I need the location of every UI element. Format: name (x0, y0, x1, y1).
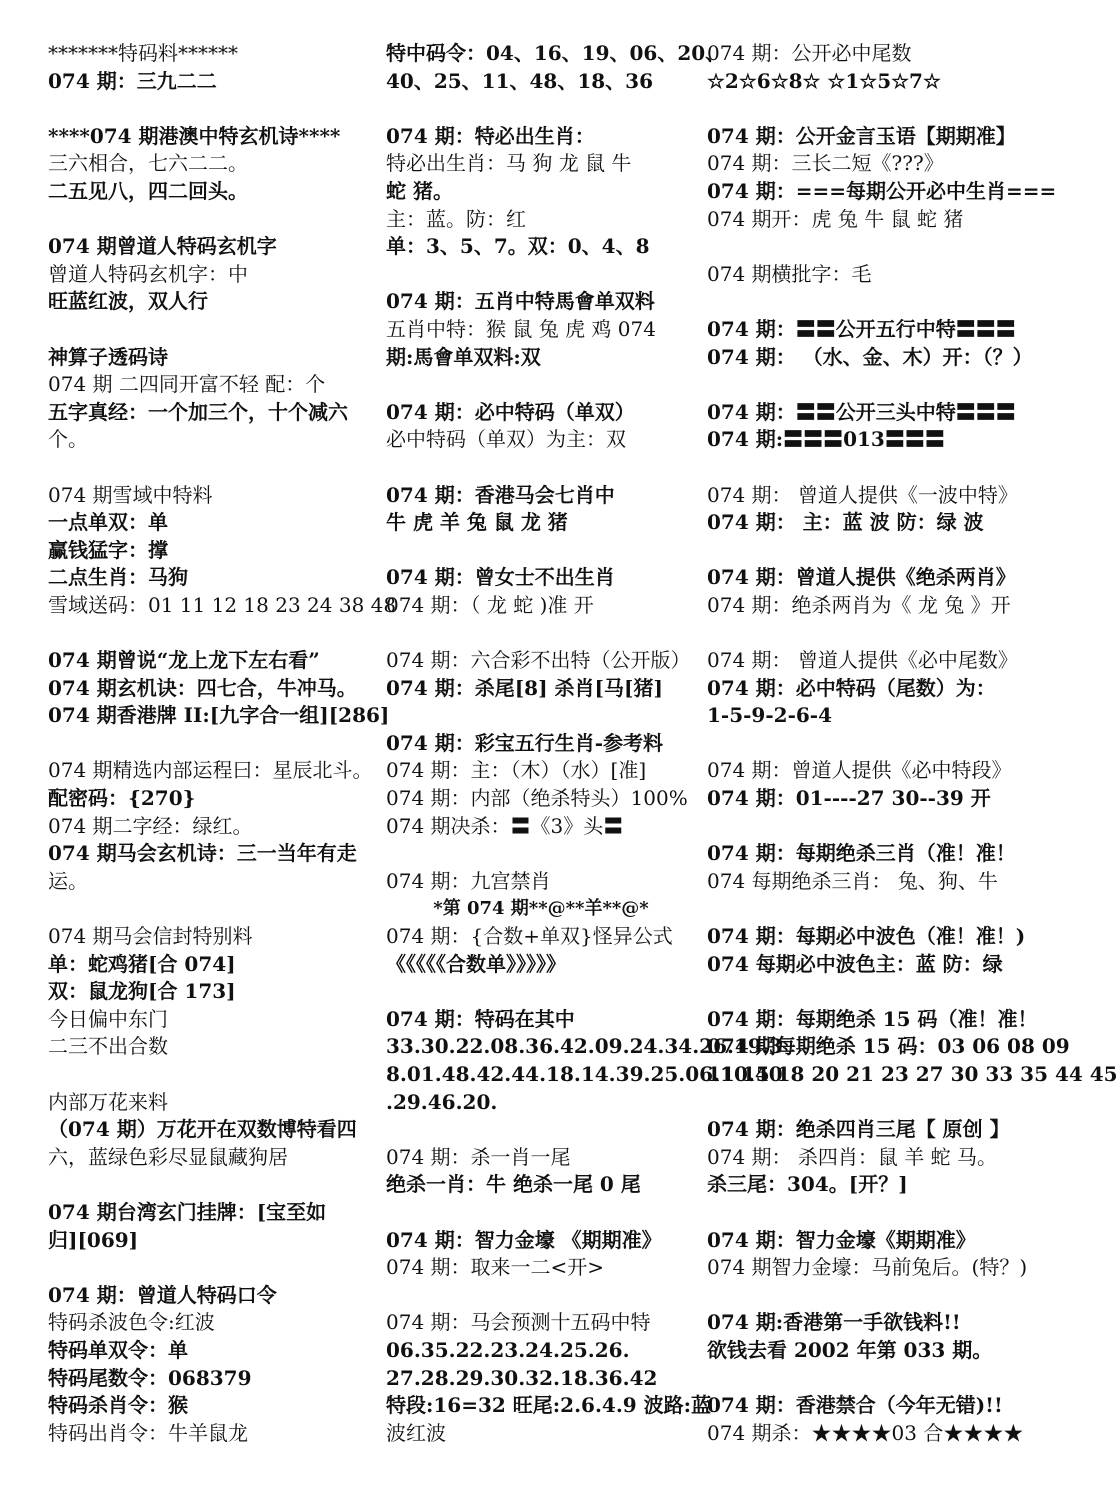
text-line: 074 期：公开金言玉语【期期准】 (707, 123, 1016, 148)
spacer (386, 840, 696, 868)
spacer (707, 1282, 1039, 1310)
text-line: 五字真经：一个加三个，十个减六 (48, 399, 348, 424)
text-line: 神算子透码诗 (48, 344, 168, 369)
text-line: 二五见八，四二回头。 (48, 178, 248, 203)
text-line: 074 期：三九二二 (48, 68, 217, 93)
text-line: .29.46.20. (386, 1089, 498, 1114)
text-line: 雪域送码：01 11 12 18 23 24 38 48 (48, 592, 397, 617)
text-line: 074 期：〓〓公开三头中特〓〓〓 (707, 399, 1016, 424)
column-left (48, 40, 397, 1447)
text-line: 074 期精选内部运程曰：星辰北斗。 (48, 758, 373, 783)
text-line: 074 期：01----27 30--39 开 (707, 786, 991, 811)
text-line: 二点生肖：马狗 (48, 565, 188, 590)
text-line: 074 期：曾道人提供《绝杀两肖》 (707, 565, 1016, 590)
text-line: 074 期:〓〓〓013〓〓〓 (707, 427, 945, 452)
spacer (707, 1365, 1039, 1393)
text-line: 特段:16=32 旺尾:2.6.4.9 波路:蓝 (386, 1393, 712, 1418)
text-line: 074 期：五肖中特馬會单双料 (386, 289, 655, 314)
text-line: 074 期香港牌 II:[九字合一组][286] (48, 703, 390, 728)
text-line: 074 期：主：（木）（水）[准] (386, 758, 647, 783)
text-line: 特码杀波色令:红波 (48, 1310, 215, 1335)
text-line: 个。 (48, 427, 88, 452)
text-line: 074 期二字经：绿红。 (48, 813, 253, 838)
spacer (386, 978, 696, 1006)
text-line: 06.35.22.23.24.25.26. (386, 1337, 630, 1362)
text-line: 074 期：彩宝五行生肖-参考料 (386, 730, 664, 755)
text-line: 特必出生肖：马 狗 龙 鼠 牛 (386, 151, 632, 176)
text-line: 蛇 猪。 (386, 178, 453, 203)
text-line: 旺蓝红波，双人行 (48, 289, 208, 314)
text-line: 期:馬會单双料:双 (386, 344, 541, 369)
spacer (48, 95, 378, 123)
spacer (48, 206, 378, 234)
spacer (707, 537, 1039, 565)
text-line: 074 每期绝杀三肖： 兔、狗、牛 (707, 868, 998, 893)
text-line: 074 期智力金壕：马前兔后。(特？) (707, 1255, 1028, 1280)
text-line: 六，蓝绿色彩尽显鼠藏狗居 (48, 1144, 288, 1169)
text-line: 《《《《《合数单》》》》》 (386, 951, 566, 976)
text-line: 074 期：杀一肖一尾 (386, 1144, 571, 1169)
text-line: 三六相合，七六二二。 (48, 151, 248, 176)
text-line: 074 期：绝杀四肖三尾【 原创 】 (707, 1117, 1010, 1142)
text-line: 074 期：每期绝杀三肖（准！准！ (707, 841, 1016, 866)
text-line: 欲钱去看 2002 年第 033 期。 (707, 1337, 993, 1362)
spacer (707, 619, 1039, 647)
text-line: 074 期：公开必中尾数 (707, 41, 912, 65)
text-line: 074 期曾说“龙上龙下左右看” (48, 648, 320, 673)
text-line: 074 期：内部（绝杀特头）100% (386, 786, 688, 811)
spacer (386, 619, 696, 647)
spacer (707, 813, 1039, 841)
text-line: 双：鼠龙狗[合 173] (48, 979, 236, 1004)
spacer (707, 288, 1039, 316)
spacer (48, 1061, 378, 1089)
text-line: 40、25、11、48、18、36 (386, 68, 653, 93)
text-line: 074 期 二四同开富不轻 配：个 (48, 372, 326, 397)
text-line: 绝杀一肖：牛 绝杀一尾 0 尾 (386, 1172, 641, 1197)
text-line: 特中码令：04、16、19、06、20、 (386, 41, 726, 65)
text-line: 074 期：每期绝杀 15 码（准！准！ (707, 1006, 1038, 1031)
text-line: 特码杀肖令：猴 (48, 1393, 188, 1418)
text-line: 074 期马会玄机诗：三一当年有走 (48, 841, 357, 866)
text-line: 配密码：{270} (48, 786, 196, 811)
text-line: 杀三尾：304。[开？] (707, 1172, 908, 1197)
text-line: 074 期曾道人特码玄机字 (48, 234, 277, 259)
text-line: 074 期：香港禁合（今年无错)!! (707, 1393, 1003, 1418)
spacer (707, 454, 1039, 482)
text-line: 必中特码（单双）为主：双 (386, 427, 626, 452)
spacer (48, 619, 378, 647)
spacer (386, 371, 696, 399)
text-line: 单：3、5、7。双：0、4、8 (386, 234, 650, 259)
spacer (386, 454, 696, 482)
spacer (707, 371, 1039, 399)
text-line: 074 期：六合彩不出特（公开版） (386, 648, 691, 673)
text-line: 074 期：曾道人特码口令 (48, 1282, 277, 1307)
spacer (707, 95, 1039, 123)
spacer (48, 730, 378, 758)
text-line: 074 期： （水、金、木）开：（？） (707, 344, 1033, 369)
text-line: 一点单双：单 (48, 510, 168, 535)
text-line: 牛 虎 羊 兔 鼠 龙 猪 (386, 510, 568, 535)
text-line: 074 期决杀：〓《3》头〓 (386, 813, 624, 838)
text-line: 074 期：（ 龙 蛇 )准 开 (386, 592, 594, 617)
text-line: 074 期： 杀四肖：鼠 羊 蛇 马。 (707, 1144, 997, 1169)
text-line: 曾道人特码玄机字：中 (48, 261, 248, 286)
column-right (707, 40, 1118, 1447)
text-line: 074 期：曾道人提供《必中特段》 (707, 758, 1012, 783)
text-line: 内部万花来料 (48, 1089, 168, 1114)
text-line: 074 期：特必出生肖： (386, 123, 595, 148)
text-line: 特码尾数令：068379 (48, 1365, 252, 1390)
text-line: 特码单双令：单 (48, 1337, 188, 1362)
text-line: 074 期：===每期公开必中生肖=== (707, 178, 1057, 203)
text-line: 今日偏中东门 (48, 1006, 168, 1031)
spacer (386, 1116, 696, 1144)
text-line: 074 期：取来一二<开> (386, 1255, 605, 1280)
text-line: （074 期）万花开在双数博特看四 (48, 1117, 357, 1142)
text-line: 074 期： 曾道人提供《必中尾数》 (707, 648, 1018, 673)
text-line: *******特码料****** (48, 41, 238, 65)
spacer (48, 1171, 378, 1199)
text-line: 074 期：马会预测十五码中特 (386, 1310, 651, 1335)
text-line: 归][069] (48, 1227, 139, 1252)
text-line: 074 期：智力金壕《期期准》 (707, 1227, 976, 1252)
text-line: 074 期开：虎 兔 牛 鼠 蛇 猪 (707, 206, 964, 231)
spacer (386, 261, 696, 289)
text-line: 074 期： 曾道人提供《一波中特》 (707, 482, 1018, 507)
spacer (707, 1089, 1039, 1117)
text-line: 074 期每期绝杀 15 码：03 06 08 09 (707, 1034, 1070, 1059)
text-line: 074 期马会信封特别料 (48, 924, 253, 948)
spacer (386, 702, 696, 730)
text-line: 074 期：{合数+单双}怪异公式 (386, 924, 673, 948)
text-line: 33.30.22.08.36.42.09.24.34.26.19.3 (386, 1034, 783, 1059)
spacer (48, 454, 378, 482)
text-line: 074 期:香港第一手欲钱料!! (707, 1310, 961, 1335)
text-line: 074 期杀：★★★★03 合★★★★ (707, 1420, 1024, 1445)
text-line: 074 期：特码在其中 (386, 1006, 575, 1031)
text-line: 主：蓝。防：红 (386, 206, 526, 231)
text-line: 1-5-9-2-6-4 (707, 703, 832, 728)
text-line: 074 期： 主：蓝 波 防：绿 波 (707, 510, 984, 535)
text-line: 074 期：香港马会七肖中 (386, 482, 615, 507)
text-line: 074 期：三长二短《???》 (707, 151, 944, 176)
text-line: 运。 (48, 868, 88, 893)
text-line: 074 期：必中特码（尾数）为： (707, 675, 996, 700)
text-line: 074 期：每期必中波色（准！准！) (707, 924, 1026, 948)
spacer (707, 895, 1039, 923)
text-line: 波红波 (386, 1420, 446, 1445)
spacer (386, 1282, 696, 1310)
text-line: 二三不出合数 (48, 1034, 168, 1059)
text-line: 五肖中特：猴 鼠 兔 虎 鸡 074 (386, 316, 656, 341)
text-line: 8.01.48.42.44.18.14.39.25.06.10.40 (386, 1061, 783, 1086)
text-line: 074 期：绝杀两肖为《 龙 兔 》开 (707, 592, 1011, 617)
spacer (386, 95, 696, 123)
text-line: 074 期：九宫禁肖 (386, 868, 551, 893)
text-line: 074 期：智力金壕 《期期准》 (386, 1227, 662, 1252)
text-line: *第 074 期**@**羊**@* (433, 898, 649, 920)
text-line: 特码出肖令：牛羊鼠龙 (48, 1420, 248, 1445)
text-line: 单：蛇鸡猪[合 074] (48, 951, 236, 976)
text-line: ****074 期港澳中特玄机诗**** (48, 123, 341, 148)
text-line: 074 期台湾玄门挂牌：[宝至如 (48, 1199, 327, 1224)
spacer (707, 978, 1039, 1006)
text-line: 27.28.29.30.32.18.36.42 (386, 1365, 658, 1390)
text-line: 074 期雪域中特料 (48, 482, 213, 507)
text-line: 074 期玄机诀：四七合，牛冲马。 (48, 675, 357, 700)
text-line: 赢钱猛字：撑 (48, 537, 168, 562)
spacer (386, 537, 696, 565)
text-line: 11 15 18 20 21 23 27 30 33 35 44 45 (707, 1061, 1118, 1086)
text-line: 074 每期必中波色主：蓝 防：绿 (707, 951, 1003, 976)
text-line: 074 期横批字：毛 (707, 261, 872, 286)
spacer (48, 895, 378, 923)
spacer (707, 233, 1039, 261)
text-line: 074 期：曾女士不出生肖 (386, 565, 615, 590)
spacer (48, 1254, 378, 1282)
text-line: ☆2☆6☆8☆ ☆1☆5☆7☆ (707, 68, 941, 93)
spacer (707, 730, 1039, 758)
text-line: 074 期：杀尾[8] 杀肖[马[猪] (386, 675, 663, 700)
spacer (386, 1199, 696, 1227)
text-line: 074 期：必中特码（单双） (386, 399, 635, 424)
spacer (48, 316, 378, 344)
spacer (707, 1199, 1039, 1227)
text-line: 074 期：〓〓公开五行中特〓〓〓 (707, 316, 1016, 341)
